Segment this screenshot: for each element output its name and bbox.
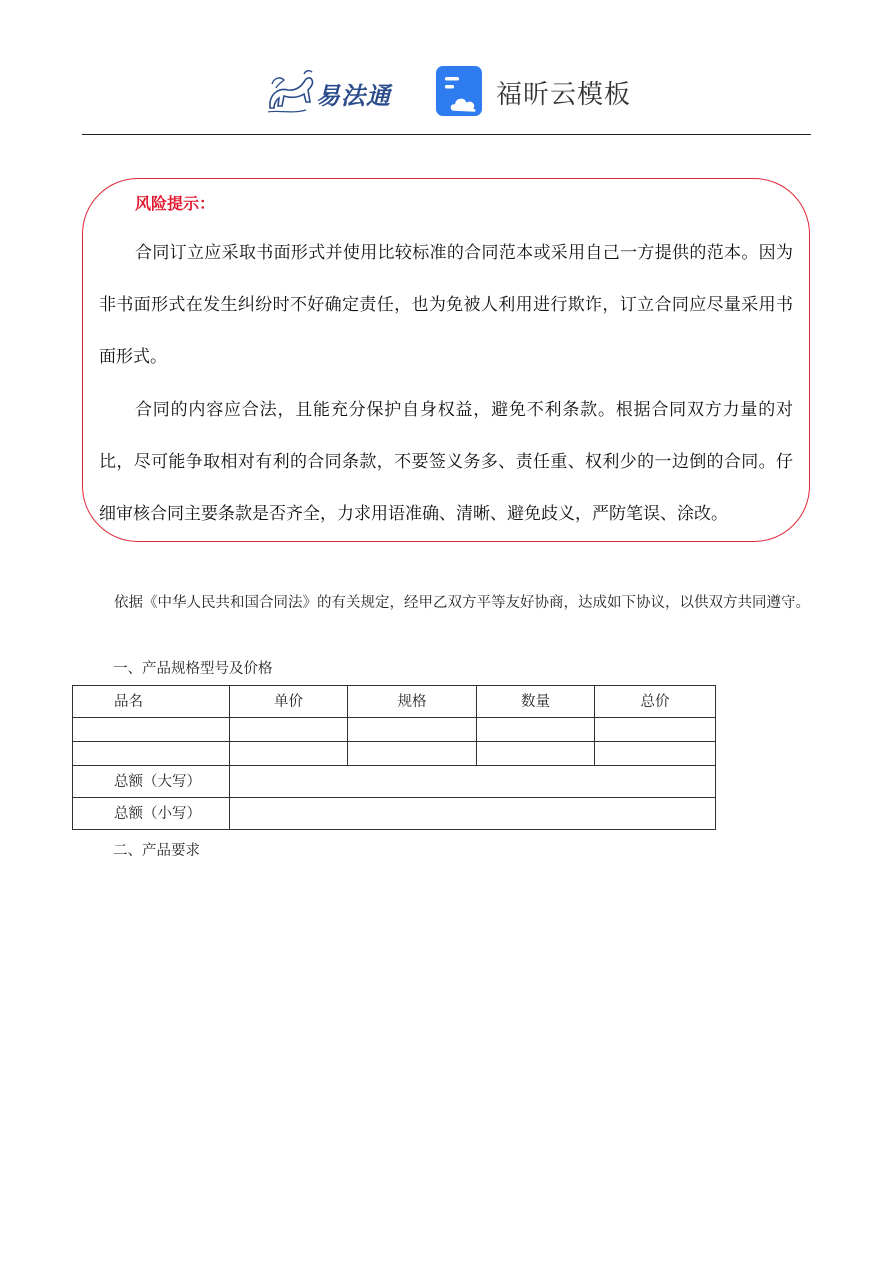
table-row [73,742,716,766]
table-header-row [73,686,716,718]
table-cell [73,742,230,766]
total-lower-label: 总额（小写） [73,798,230,830]
table-cell [477,742,595,766]
header-cell-product-name: 品名 [73,686,230,718]
table-cell [595,718,716,742]
header-cell-quantity: 数量 [477,686,595,718]
page-header [0,56,893,126]
table-cell [348,718,477,742]
table-cell [595,742,716,766]
qilin-icon [262,62,318,118]
header-cell-unit-price: 单价 [230,686,348,718]
section-heading-1: 一、产品规格型号及价格 [113,661,273,677]
risk-notice-title: 风险提示： [135,194,216,213]
total-upper-row [73,766,716,798]
yifatong-logo-text: 易法通 [316,81,391,110]
intro-paragraph: 依据《中华人民共和国合同法》的有关规定，经甲乙双方平等友好协商，达成如下协议，以供双方共同遵守。 [114,595,810,611]
table-cell [73,718,230,742]
total-lower-value [230,798,716,830]
risk-paragraph-2: 合同的内容应合法，且能充分保护自身权益，避免不利条款。根据合同双方力量的对比，尽可能争取相对有利的合同条款，不要签义务多、责任重、权利少的一边倒的合同。仔细审核合同主要条款是否齐全，力求用语准确、清晰、避免歧义，严防笔误、涂改。 [99,400,793,524]
table-cell [230,718,348,742]
header-cell-total-price: 总价 [595,686,716,718]
section-heading-2: 二、产品要求 [113,843,200,859]
total-upper-label: 总额（大写） [73,766,230,798]
total-lower-row [73,798,716,830]
table-cell [230,742,348,766]
table-cell [477,718,595,742]
yifatong-logo [262,62,412,118]
risk-notice-box [82,178,810,542]
table-row [73,718,716,742]
product-spec-table [72,685,716,830]
foxit-template-logo-text: 福昕云模板 [496,80,632,110]
table-cell [348,742,477,766]
cloud-document-icon [436,66,486,118]
total-upper-value [230,766,716,798]
header-divider [82,134,811,135]
header-cell-spec: 规格 [348,686,477,718]
risk-paragraph-1: 合同订立应采取书面形式并使用比较标准的合同范本或采用自己一方提供的范本。因为非书面形式在发生纠纷时不好确定责任，也为免被人利用进行欺诈，订立合同应尽量采用书面形式。 [99,243,793,367]
